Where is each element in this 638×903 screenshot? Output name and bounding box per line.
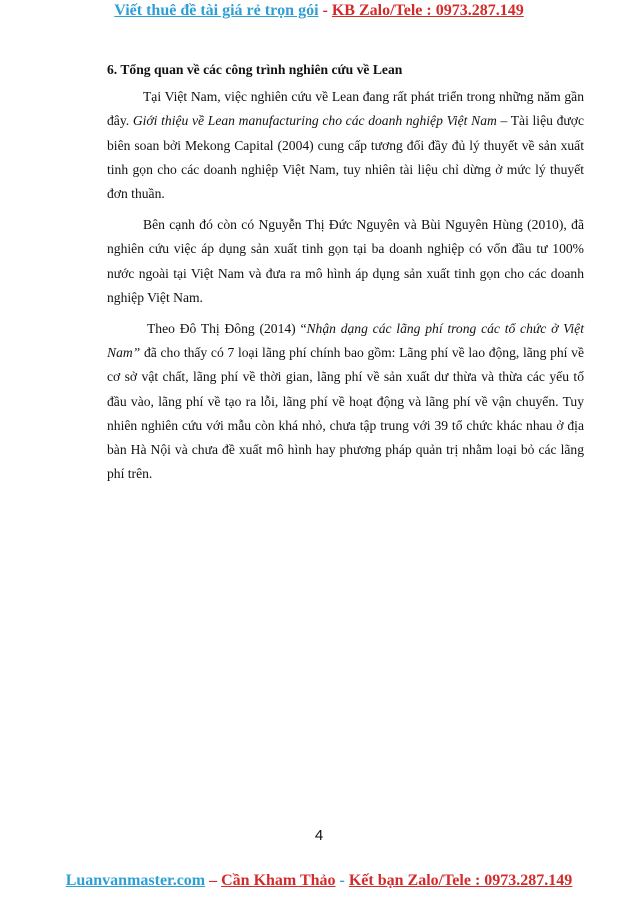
header-separator: - bbox=[318, 2, 332, 19]
section-heading: 6. Tổng quan về các công trình nghiên cứu về Lean bbox=[107, 62, 403, 77]
document-body bbox=[107, 58, 584, 493]
footer-site-link[interactable]: Luanvanmaster.com bbox=[65, 872, 206, 889]
header-contact-link[interactable]: KB Zalo/Tele : 0973.287.149 bbox=[331, 2, 524, 19]
footer-separator-1: – bbox=[205, 872, 222, 889]
page-number: 4 bbox=[314, 827, 324, 844]
paragraph-1-italic-title: Giới thiệu về Lean manufacturing cho các doanh nghiệp Việt Nam bbox=[132, 113, 497, 129]
footer-contact-link[interactable]: Kết bạn Zalo/Tele : 0973.287.149 bbox=[348, 872, 573, 889]
paragraph-2 bbox=[107, 213, 584, 310]
footer-banner bbox=[0, 872, 638, 890]
paragraph-3-italic-title: Nhận dạng các lãng phí trong các tổ chức ở Việt Nam” bbox=[107, 321, 584, 361]
paragraph-2-text: Bên cạnh đó còn có Nguyễn Thị Đức Nguyên và Bùi Nguyên Hùng (2010), đã nghiên cứu việc áp dụng sản xuất tinh gọn tại ba doanh nghiệp có vốn đầu tư 100% nước ngoài tại Việt Nam và đưa ra mô hình áp dụng sản xuất tinh gọn cho các doanh nghiệp Việt Nam. bbox=[107, 217, 584, 305]
paragraph-1 bbox=[107, 85, 584, 206]
paragraph-1-text-b: – Tài liệu được biên soan bởi Mekong Capital (2004) cung cấp tương đối đầy đủ lý thuyết về sản xuất tinh gọn cho các doanh nghiệp Việt Nam, tuy nhiên tài liệu chỉ dừng ở mức lý thuyết đơn thuần. bbox=[107, 113, 584, 202]
header-banner bbox=[0, 2, 638, 20]
footer-separator-2: - bbox=[335, 872, 349, 889]
paragraph-3-text-b: đã cho thấy có 7 loại lãng phí chính bao gồm: Lãng phí về lao động, lãng phí về cơ sở vật chất, lãng phí về thời gian, lãng phí về sản xuất dư thừa và thừa các yếu tố đầu vào, lãng phí về tạo ra lỗi, lãng phí về hoạt động và lãng phí về vận chuyển. Tuy nhiên nghiên cứu với mẫu còn khá nhỏ, chưa tập trung với 39 tổ chức khác nhau ở địa bàn Hà Nội và chưa đề xuất mô hình hay phương pháp quản trị nhằm loại bỏ các lãng phí trên. bbox=[107, 345, 584, 482]
paragraph-3-text-a: Theo Đô Thị Đông (2014) “ bbox=[147, 321, 307, 337]
paragraph-3 bbox=[107, 317, 584, 486]
paragraph-1-text-a: Tại Việt Nam, việc nghiên cứu về Lean đang rất phát triển trong những năm gần đây. bbox=[107, 89, 584, 129]
header-service-link[interactable]: Viết thuê đề tài giá rẻ trọn gói bbox=[114, 2, 319, 19]
footer-name-link[interactable]: Cần Kham Thảo bbox=[221, 872, 336, 889]
